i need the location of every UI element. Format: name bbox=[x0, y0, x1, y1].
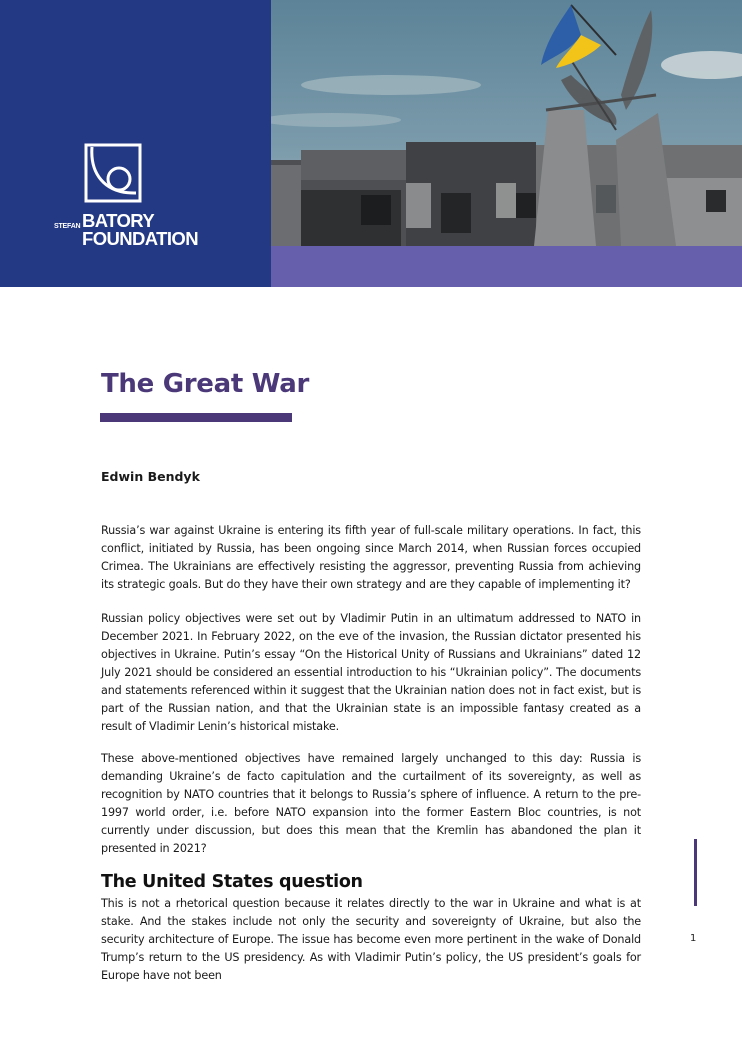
header-photo bbox=[271, 0, 742, 246]
author-name: Edwin Bendyk bbox=[101, 469, 200, 484]
margin-accent-bar bbox=[694, 839, 697, 906]
brand-panel bbox=[0, 0, 271, 287]
paragraph-3: These above-mentioned objectives have remained largely unchanged to this day: Russia is demanding Ukraine’s de facto capitulation and the curtailment of its sovereignty, as well as recognition by NATO countries that it belongs to Russia’s sphere of influence. A return to the pre-1997 world order, i.e. before NATO expansion into the former Eastern Bloc countries, is not currently under discussion, but does this mean that the Kremlin has abandoned the plan it presented in 2021? bbox=[101, 752, 641, 855]
logo-line-2: FOUNDATION bbox=[82, 228, 198, 249]
paragraph-2: Russian policy objectives were set out by Vladimir Putin in an ultimatum addressed to NATO in December 2021. In February 2022, on the eve of the invasion, the Russian dictator presented his objectives in Ukraine. Putin’s essay “On the Historical Unity of Russians and Ukrainians” dated 12 July 2021 should be considered an essential introduction to his “Ukrainian policy”. The documents and statements referenced within it suggest that the Ukrainian nation does not in fact exist, but is part of the Russian nation, and that the Ukrainian state is an impossible fantasy created as a result of Vladimir Lenin’s historical mistake. bbox=[101, 612, 641, 733]
logo-small-text: STEFAN bbox=[54, 223, 81, 230]
page-number: 1 bbox=[690, 933, 697, 944]
title-underline bbox=[100, 413, 292, 422]
section-paragraph: This is not a rhetorical question because it relates directly to the war in Ukraine and what is at stake. And the stakes include not only the security and sovereignty of Ukraine, but also the security architecture of Europe. The issue has become even more pertinent in the wake of Donald Trump’s return to the US presidency. As with Vladimir Putin’s policy, the US president’s goals for Europe have not been bbox=[101, 897, 641, 982]
article-title: The Great War bbox=[101, 369, 309, 399]
paragraph-1: Russia’s war against Ukraine is entering its fifth year of full-scale military operations. In fact, this conflict, initiated by Russia, has been ongoing since March 2014, when Russian forces occupied Crimea. The Ukrainians are effectively resisting the aggressor, preventing Russia from achieving its strategic goals. But do they have their own strategy and are they capable of implementing it? bbox=[101, 524, 641, 591]
foundation-emblem-icon bbox=[84, 143, 144, 205]
logo-line-1: BATORY bbox=[82, 210, 155, 231]
photo-illustration bbox=[271, 0, 742, 246]
batory-foundation-logo bbox=[54, 143, 198, 253]
header-accent-band bbox=[271, 246, 742, 287]
section-heading: The United States question bbox=[101, 872, 363, 892]
page-header bbox=[0, 0, 742, 287]
